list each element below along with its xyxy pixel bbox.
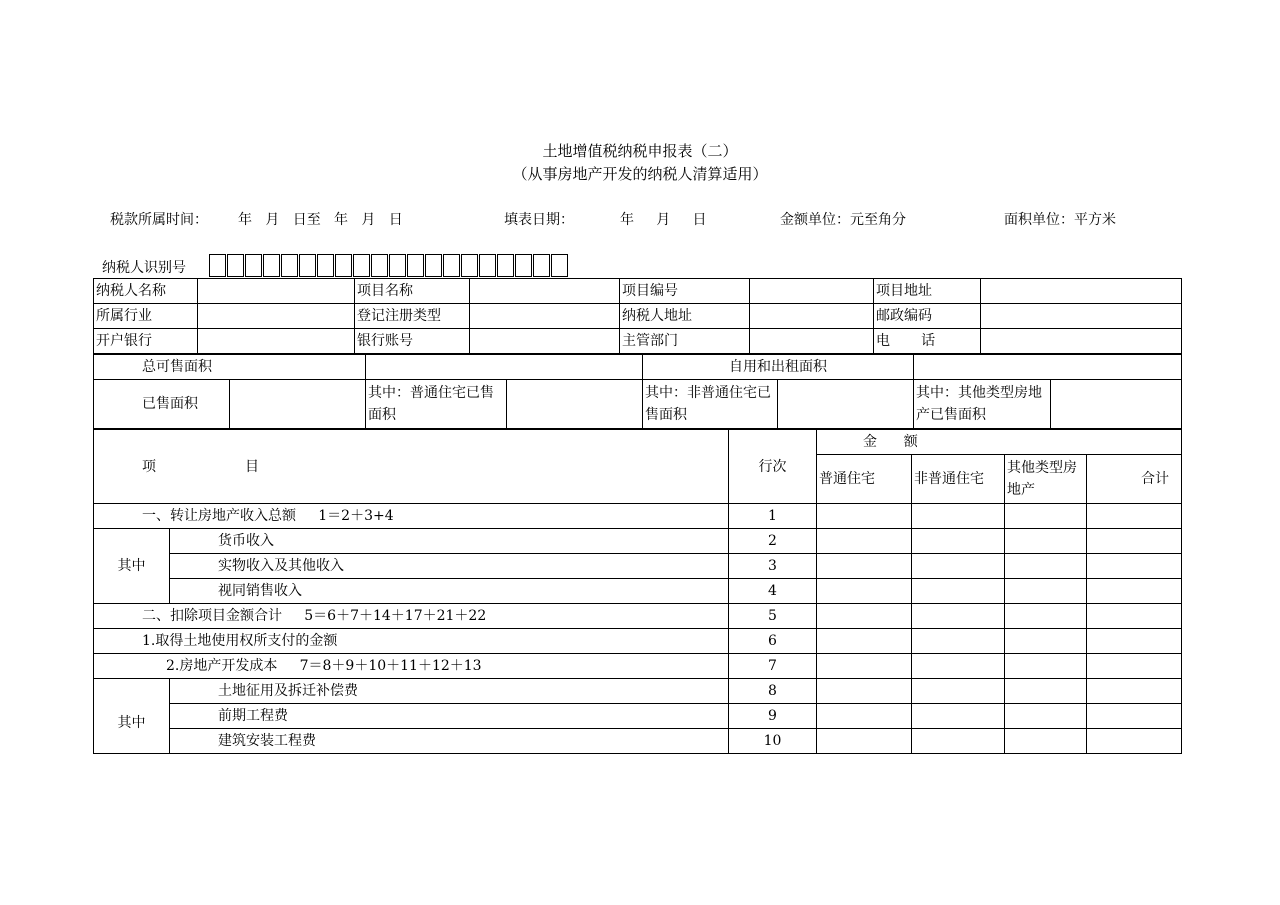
other-sold-area-label: 其中：其他类型房地产已售面积 bbox=[914, 380, 1051, 429]
amount-cell[interactable] bbox=[1005, 629, 1087, 654]
phone-field[interactable] bbox=[981, 329, 1182, 354]
taxpayer-id-box[interactable] bbox=[533, 254, 550, 277]
amount-cell[interactable] bbox=[1087, 729, 1182, 754]
taxpayer-address-field[interactable] bbox=[750, 304, 874, 329]
project-address-field[interactable] bbox=[981, 279, 1182, 304]
taxpayer-name-label: 纳税人名称 bbox=[94, 279, 198, 304]
row-line: 6 bbox=[729, 629, 817, 654]
fill-date-value: 年 月 日 bbox=[620, 212, 707, 228]
taxpayer-id-box[interactable] bbox=[407, 254, 424, 277]
amount-cell[interactable] bbox=[1005, 604, 1087, 629]
amount-cell[interactable] bbox=[1005, 679, 1087, 704]
row-line: 3 bbox=[729, 554, 817, 579]
total-saleable-area-label: 总可售面积 bbox=[94, 355, 366, 380]
row-line: 8 bbox=[729, 679, 817, 704]
postal-code-field[interactable] bbox=[981, 304, 1182, 329]
amount-cell[interactable] bbox=[912, 679, 1005, 704]
amount-cell[interactable] bbox=[1087, 679, 1182, 704]
table-row bbox=[94, 729, 1182, 754]
amount-cell[interactable] bbox=[912, 554, 1005, 579]
amount-cell[interactable] bbox=[912, 629, 1005, 654]
taxpayer-id-box[interactable] bbox=[461, 254, 478, 277]
table-row bbox=[94, 554, 1182, 579]
taxpayer-id-box[interactable] bbox=[497, 254, 514, 277]
amount-cell[interactable] bbox=[817, 729, 912, 754]
area-table bbox=[93, 354, 1182, 429]
amount-cell[interactable] bbox=[1005, 529, 1087, 554]
row-line: 1 bbox=[729, 504, 817, 529]
project-name-label: 项目名称 bbox=[355, 279, 470, 304]
taxpayer-id-box[interactable] bbox=[551, 254, 568, 277]
bank-account-field[interactable] bbox=[470, 329, 620, 354]
registration-type-field[interactable] bbox=[470, 304, 620, 329]
row-line: 2 bbox=[729, 529, 817, 554]
row-line: 4 bbox=[729, 579, 817, 604]
amount-cell[interactable] bbox=[912, 579, 1005, 604]
row-label: 2.房地产开发成本 7＝8＋9＋10＋11＋12＋13 bbox=[94, 654, 729, 679]
amount-cell[interactable] bbox=[817, 679, 912, 704]
of-which-label: 其中 bbox=[94, 679, 170, 754]
non-ordinary-sold-area-field[interactable] bbox=[778, 380, 914, 429]
row-label: 土地征用及拆迁补偿费 bbox=[170, 679, 729, 704]
non-ordinary-sold-area-label: 其中：非普通住宅已售面积 bbox=[643, 380, 778, 429]
amount-cell[interactable] bbox=[817, 504, 912, 529]
col-non-ordinary-header: 非普通住宅 bbox=[912, 455, 1005, 504]
taxpayer-id-box[interactable] bbox=[335, 254, 352, 277]
authority-field[interactable] bbox=[750, 329, 874, 354]
sold-area-field[interactable] bbox=[230, 380, 366, 429]
sold-area-label: 已售面积 bbox=[94, 380, 230, 429]
period-value: 年 月 日至 年 月 日 bbox=[238, 212, 403, 228]
amount-cell[interactable] bbox=[912, 529, 1005, 554]
authority-label: 主管部门 bbox=[620, 329, 750, 354]
phone-label: 电 话 bbox=[874, 329, 981, 354]
table-row bbox=[94, 654, 1182, 679]
table-row bbox=[94, 504, 1182, 529]
area-unit: 面积单位：平方米 bbox=[1004, 212, 1116, 228]
taxpayer-id-label: 纳税人识别号 bbox=[102, 260, 186, 276]
row-label: 前期工程费 bbox=[170, 704, 729, 729]
taxpayer-id-box[interactable] bbox=[353, 254, 370, 277]
taxpayer-id-box[interactable] bbox=[281, 254, 298, 277]
row-label: 1.取得土地使用权所支付的金额 bbox=[94, 629, 729, 654]
industry-label: 所属行业 bbox=[94, 304, 198, 329]
amount-cell[interactable] bbox=[817, 529, 912, 554]
taxpayer-id-box[interactable] bbox=[443, 254, 460, 277]
money-unit: 金额单位：元至角分 bbox=[780, 212, 906, 228]
amount-cell[interactable] bbox=[1087, 554, 1182, 579]
ordinary-sold-area-field[interactable] bbox=[507, 380, 643, 429]
amount-cell[interactable] bbox=[1005, 504, 1087, 529]
of-which-label: 其中 bbox=[94, 529, 170, 604]
project-number-field[interactable] bbox=[750, 279, 874, 304]
self-use-rent-area-field[interactable] bbox=[914, 355, 1182, 380]
self-use-rent-area-label: 自用和出租面积 bbox=[643, 355, 914, 380]
amount-cell[interactable] bbox=[1087, 604, 1182, 629]
col-ordinary-header: 普通住宅 bbox=[817, 455, 912, 504]
bank-account-label: 银行账号 bbox=[355, 329, 470, 354]
amount-cell[interactable] bbox=[1087, 529, 1182, 554]
amount-cell[interactable] bbox=[1005, 704, 1087, 729]
main-table bbox=[93, 429, 1182, 754]
amount-cell[interactable] bbox=[912, 729, 1005, 754]
fill-date-label: 填表日期： bbox=[504, 212, 574, 228]
taxpayer-id-box[interactable] bbox=[425, 254, 442, 277]
table-row bbox=[94, 529, 1182, 554]
period-label: 税款所属时间： bbox=[110, 212, 208, 228]
table-row bbox=[94, 579, 1182, 604]
line-header: 行次 bbox=[729, 430, 817, 504]
amount-cell[interactable] bbox=[817, 579, 912, 604]
amount-cell[interactable] bbox=[1005, 654, 1087, 679]
amount-cell[interactable] bbox=[817, 604, 912, 629]
bank-label: 开户银行 bbox=[94, 329, 198, 354]
amount-cell[interactable] bbox=[817, 554, 912, 579]
amount-cell[interactable] bbox=[1005, 729, 1087, 754]
row-line: 9 bbox=[729, 704, 817, 729]
amount-cell[interactable] bbox=[912, 504, 1005, 529]
total-saleable-area-field[interactable] bbox=[366, 355, 643, 380]
taxpayer-id-box[interactable] bbox=[317, 254, 334, 277]
amount-cell[interactable] bbox=[817, 629, 912, 654]
table-row bbox=[94, 679, 1182, 704]
taxpayer-id-box[interactable] bbox=[515, 254, 532, 277]
registration-type-label: 登记注册类型 bbox=[355, 304, 470, 329]
taxpayer-id-box[interactable] bbox=[227, 254, 244, 277]
table-row bbox=[94, 629, 1182, 654]
taxpayer-id-box[interactable] bbox=[245, 254, 262, 277]
amount-cell[interactable] bbox=[1087, 704, 1182, 729]
col-other-header: 其他类型房地产 bbox=[1005, 455, 1087, 504]
industry-field[interactable] bbox=[198, 304, 355, 329]
other-sold-area-field[interactable] bbox=[1051, 380, 1182, 429]
amount-cell[interactable] bbox=[912, 654, 1005, 679]
postal-code-label: 邮政编码 bbox=[874, 304, 981, 329]
row-label: 一、转让房地产收入总额 1＝2＋3+4 bbox=[94, 504, 729, 529]
info-table bbox=[93, 278, 1182, 354]
amount-cell[interactable] bbox=[912, 604, 1005, 629]
row-line: 5 bbox=[729, 604, 817, 629]
row-label: 建筑安装工程费 bbox=[170, 729, 729, 754]
row-label: 二、扣除项目金额合计 5＝6＋7＋14＋17＋21＋22 bbox=[94, 604, 729, 629]
amount-cell[interactable] bbox=[1005, 579, 1087, 604]
taxpayer-id-box[interactable] bbox=[371, 254, 388, 277]
project-address-label: 项目地址 bbox=[874, 279, 981, 304]
amount-cell[interactable] bbox=[1087, 654, 1182, 679]
col-total-header: 合计 bbox=[1087, 455, 1182, 504]
amount-cell[interactable] bbox=[912, 704, 1005, 729]
taxpayer-id-box[interactable] bbox=[209, 254, 226, 277]
row-line: 7 bbox=[729, 654, 817, 679]
amount-cell[interactable] bbox=[817, 654, 912, 679]
table-row bbox=[94, 704, 1182, 729]
amount-cell[interactable] bbox=[1087, 629, 1182, 654]
amount-cell[interactable] bbox=[1005, 554, 1087, 579]
row-label: 实物收入及其他收入 bbox=[170, 554, 729, 579]
taxpayer-id-box[interactable] bbox=[479, 254, 496, 277]
taxpayer-id-box[interactable] bbox=[263, 254, 280, 277]
amount-cell[interactable] bbox=[1087, 504, 1182, 529]
table-row bbox=[94, 604, 1182, 629]
taxpayer-id-box[interactable] bbox=[389, 254, 406, 277]
amount-header: 金 额 bbox=[817, 430, 1182, 455]
row-line: 10 bbox=[729, 729, 817, 754]
row-label: 视同销售收入 bbox=[170, 579, 729, 604]
project-number-label: 项目编号 bbox=[620, 279, 750, 304]
taxpayer-address-label: 纳税人地址 bbox=[620, 304, 750, 329]
item-header: 项 目 bbox=[94, 430, 729, 504]
taxpayer-id-box[interactable] bbox=[299, 254, 316, 277]
ordinary-sold-area-label: 其中：普通住宅已售面积 bbox=[366, 380, 507, 429]
project-name-field[interactable] bbox=[470, 279, 620, 304]
row-label: 货币收入 bbox=[170, 529, 729, 554]
form-subtitle: （从事房地产开发的纳税人清算适用） bbox=[512, 165, 768, 183]
amount-cell[interactable] bbox=[1087, 579, 1182, 604]
taxpayer-name-field[interactable] bbox=[198, 279, 355, 304]
bank-field[interactable] bbox=[198, 329, 355, 354]
amount-cell[interactable] bbox=[817, 704, 912, 729]
form-title: 土地增值税纳税申报表（二） bbox=[542, 142, 738, 160]
